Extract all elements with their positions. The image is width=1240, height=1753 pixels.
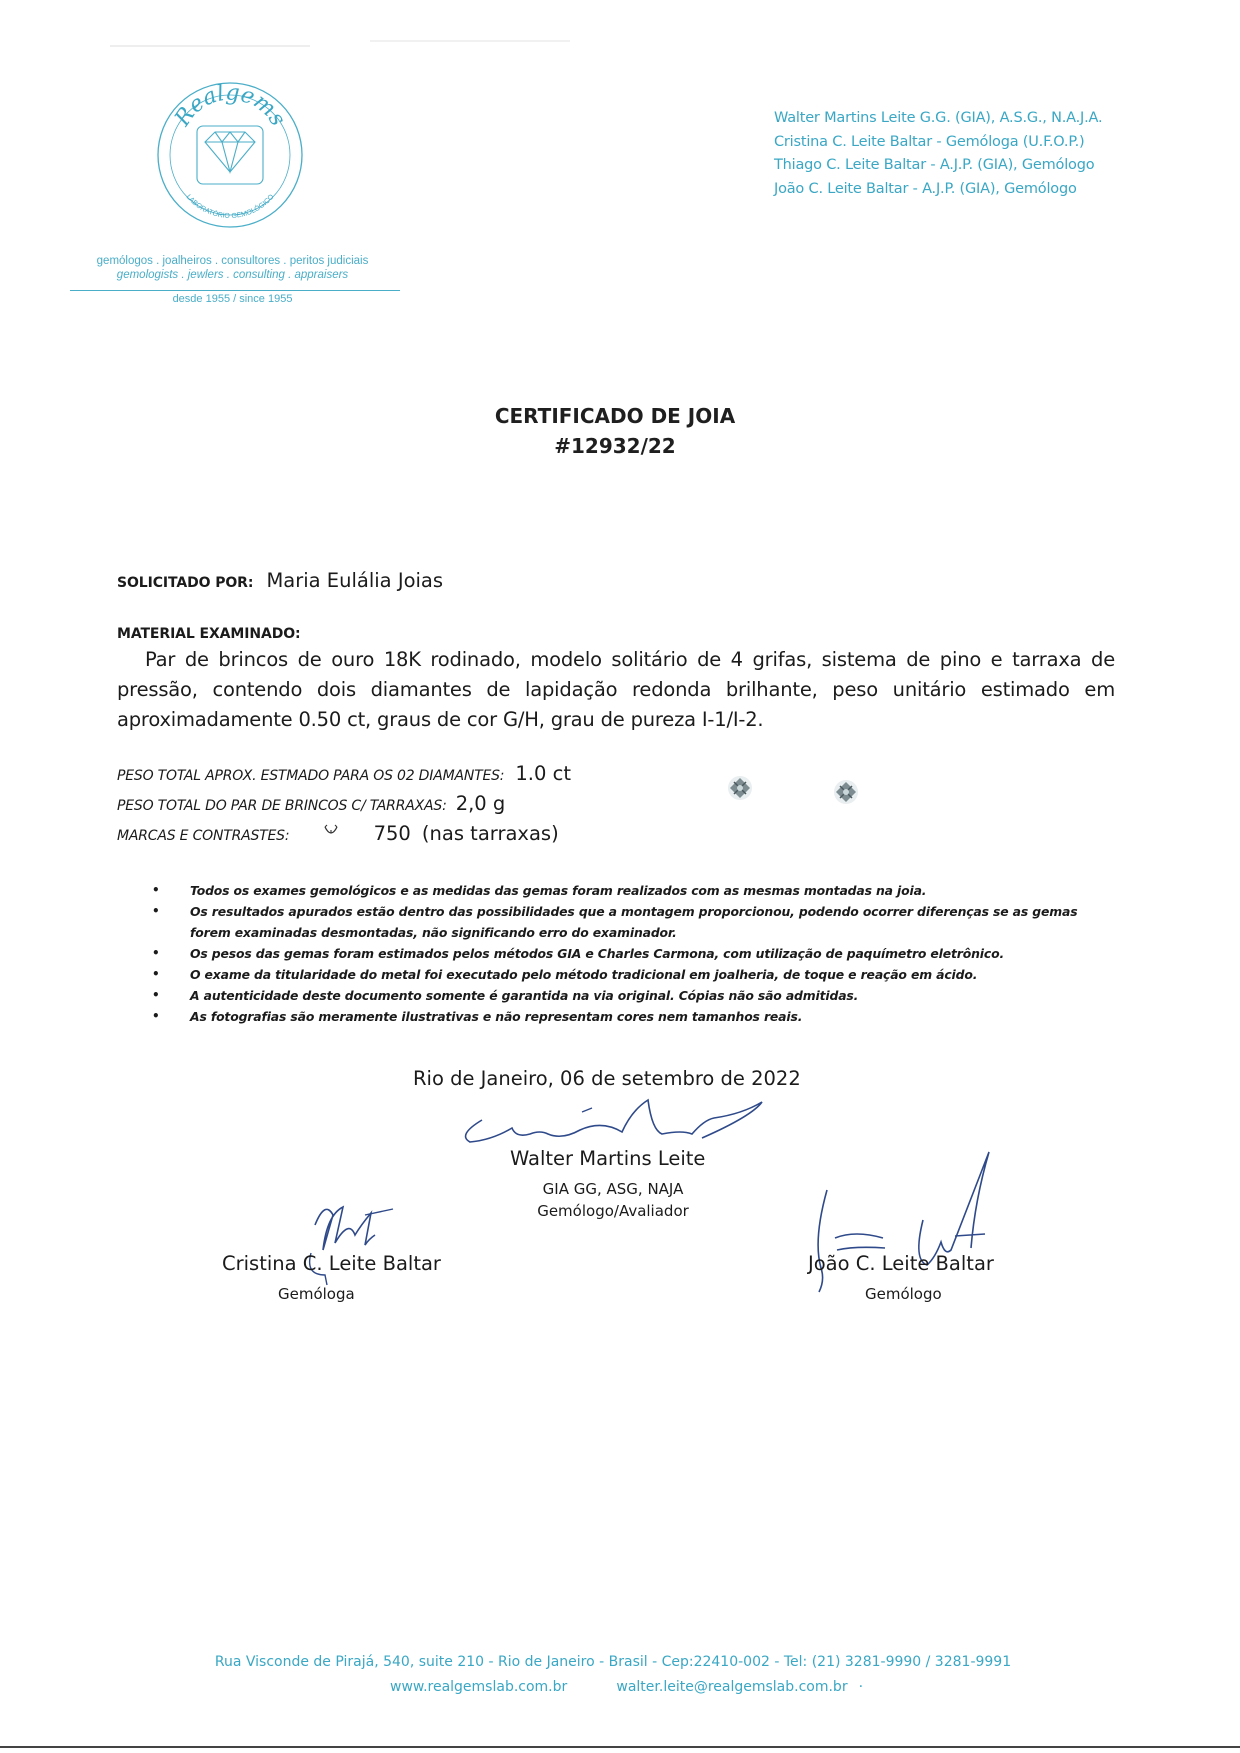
- note-item: • A autenticidade deste documento somente é garantida na via original. Cópias não são admitidas.: [152, 988, 859, 1003]
- marks-label: MARCAS E CONTRASTES:: [117, 828, 290, 844]
- place-date: Rio de Janeiro, 06 de setembro de 2022: [413, 1067, 801, 1090]
- note-item: • Os resultados apurados estão dentro das possibilidades que a montagem proporcionou, podendo ocorrer diferenças se as gemas forem examinadas desmontadas, não significando erro do examinador.: [152, 904, 1078, 940]
- hallmark-icon: [322, 824, 340, 840]
- logo-ring-text: LABORATÓRIO GEMOLÓGICO: [184, 193, 276, 220]
- footer-website-link[interactable]: www.realgemslab.com.br: [390, 1679, 568, 1695]
- scan-artifact: [370, 40, 570, 42]
- gem-icon: [197, 126, 263, 184]
- scan-border: [0, 1746, 1240, 1748]
- note-item: • Os pesos das gemas foram estimados pelos métodos GIA e Charles Carmona, com utilização de paquímetro eletrônico.: [152, 946, 1005, 961]
- note-item: • Todos os exames gemológicos e as medidas das gemas foram realizados com as mesmas montadas na joia.: [152, 883, 927, 898]
- diamond-photo: [722, 770, 758, 806]
- diamonds-weight-label: PESO TOTAL APROX. ESTMADO PARA OS 02 DIAMANTES:: [117, 768, 505, 784]
- staff-member: Walter Martins Leite G.G. (GIA), A.S.G., N.A.J.A.: [774, 110, 1103, 126]
- requested-by-value: Maria Eulália Joias: [266, 569, 444, 592]
- signatory-main-name: Walter Martins Leite: [510, 1147, 706, 1170]
- marks-value: 750: [373, 822, 411, 845]
- certificate-number: #12932/22: [554, 434, 676, 458]
- notes-list: [152, 880, 1120, 1027]
- requested-by-label: SOLICITADO POR:: [117, 575, 254, 591]
- requested-by-row: [117, 566, 443, 596]
- signature-cristina: [265, 1195, 415, 1290]
- footer-address: Rua Visconde de Pirajá, 540, suite 210 - Rio de Janeiro - Brasil - Cep:22410-002 - Tel: (21) 3281-9990 / 3281-9991: [214, 1654, 1012, 1670]
- since-text: desde 1955 / since 1955: [172, 293, 293, 305]
- footer-dot: ·: [858, 1679, 864, 1695]
- staff-member: Cristina C. Leite Baltar - Gemóloga (U.F.O.P.): [774, 133, 1085, 150]
- footer-contacts: [390, 1676, 863, 1695]
- material-description: Par de brincos de ouro 18K rodinado, modelo solitário de 4 grifas, sistema de pino e tarraxa de pressão, contendo dois diamantes de lapidação redonda brilhante, peso unitário estimado em aproximadamente 0.50 ct, graus de cor G/H, grau de pureza I-1/I-2.: [117, 648, 1115, 731]
- material-label: MATERIAL EXAMINADO:: [117, 626, 301, 642]
- tagline-pt: gemólogos . joalheiros . consultores . peritos judiciais: [96, 255, 369, 267]
- pair-weight-row: [117, 792, 505, 815]
- diamond-photo: [828, 774, 864, 810]
- staff-member: Thiago C. Leite Baltar - A.J.P. (GIA), Gemólogo: [774, 157, 1095, 173]
- signatory-main-role: Gemólogo/Avaliador: [537, 1202, 689, 1220]
- scan-artifact: [110, 45, 310, 47]
- staff-member: João C. Leite Baltar - A.J.P. (GIA), Gemólogo: [774, 180, 1077, 197]
- tagline-divider: [70, 290, 400, 291]
- diamonds-weight-row: [117, 762, 571, 785]
- note-item: • As fotografias são meramente ilustrativas e não representam cores nem tamanhos reais.: [152, 1009, 803, 1024]
- tagline-en: gemologists . jewlers . consulting . appraisers: [116, 269, 349, 281]
- signatory-right-role: Gemólogo: [865, 1285, 942, 1303]
- signatory-right-name: João C. Leite Baltar: [808, 1252, 994, 1275]
- marks-row: [117, 822, 559, 845]
- logo-brand-text: Realgems: [170, 80, 291, 131]
- staff-list: [774, 107, 1102, 201]
- pair-weight-value: 2,0 g: [455, 792, 506, 815]
- pair-weight-label: PESO TOTAL DO PAR DE BRINCOS C/ TARRAXAS:: [117, 798, 447, 814]
- note-item: • O exame da titularidade do metal foi executado pelo método tradicional em joalheria, de toque e reação em ácido.: [152, 967, 978, 982]
- marks-note: (nas tarraxas): [421, 822, 559, 845]
- signatory-left-role: Gemóloga: [278, 1285, 355, 1303]
- footer-email-link[interactable]: walter.leite@realgemslab.com.br: [616, 1679, 848, 1695]
- diamonds-weight-value: 1.0 ct: [515, 762, 571, 785]
- signatory-main-credentials: GIA GG, ASG, NAJA: [542, 1180, 684, 1198]
- document-title: CERTIFICADO DE JOIA: [494, 404, 736, 428]
- signatory-left-name: Cristina C. Leite Baltar: [222, 1252, 441, 1275]
- realgems-logo: [155, 80, 305, 230]
